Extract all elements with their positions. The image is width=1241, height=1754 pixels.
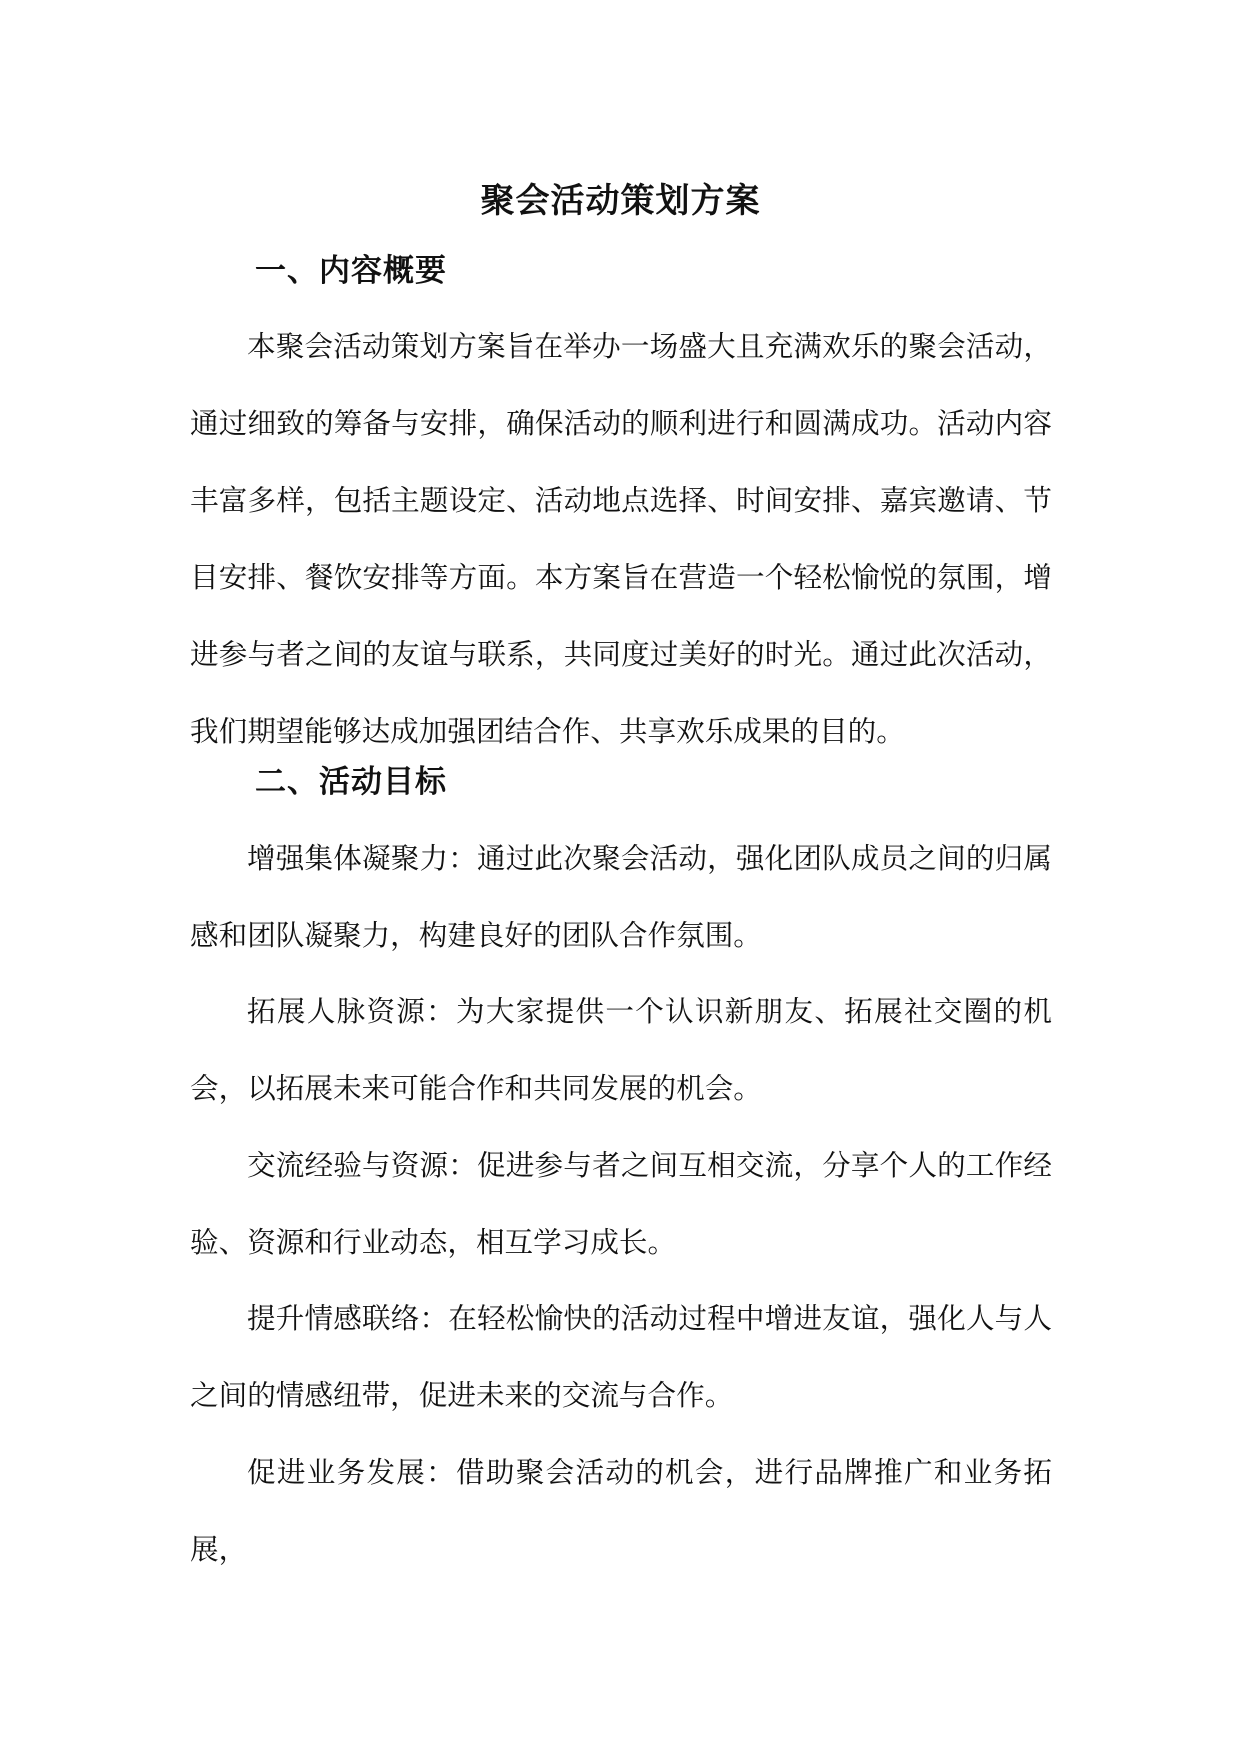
- document-title: 聚会活动策划方案: [480, 180, 761, 221]
- section-heading-summary: 一、内容概要: [255, 253, 447, 289]
- goal-paragraph-cohesion: 增强集体凝聚力：通过此次聚会活动，强化团队成员之间的归属感和团队凝聚力，构建良好的团队合作氛围。: [190, 841, 1052, 952]
- section-heading-goals: 二、活动目标: [255, 764, 447, 800]
- goal-paragraph-network: 拓展人脉资源：为大家提供一个认识新朋友、拓展社交圈的机会，以拓展未来可能合作和共同发展的机会。: [190, 994, 1052, 1105]
- summary-paragraph: 本聚会活动策划方案旨在举办一场盛大且充满欢乐的聚会活动，通过细致的筹备与安排，确保活动的顺利进行和圆满成功。活动内容丰富多样，包括主题设定、活动地点选择、时间安排、嘉宾邀请、节目安排、餐饮安排等方面。本方案旨在营造一个轻松愉悦的氛围，增进参与者之间的友谊与联系，共同度过美好的时光。通过此次活动，我们期望能够达成加强团结合作、共享欢乐成果的目的。: [190, 329, 1052, 748]
- goal-paragraph-exchange: 交流经验与资源：促进参与者之间互相交流，分享个人的工作经验、资源和行业动态，相互学习成长。: [190, 1148, 1052, 1259]
- goal-paragraph-emotion: 提升情感联络：在轻松愉快的活动过程中增进友谊，强化人与人之间的情感纽带，促进未来的交流与合作。: [190, 1301, 1052, 1412]
- goal-paragraph-business: 促进业务发展：借助聚会活动的机会，进行品牌推广和业务拓展，: [190, 1455, 1052, 1566]
